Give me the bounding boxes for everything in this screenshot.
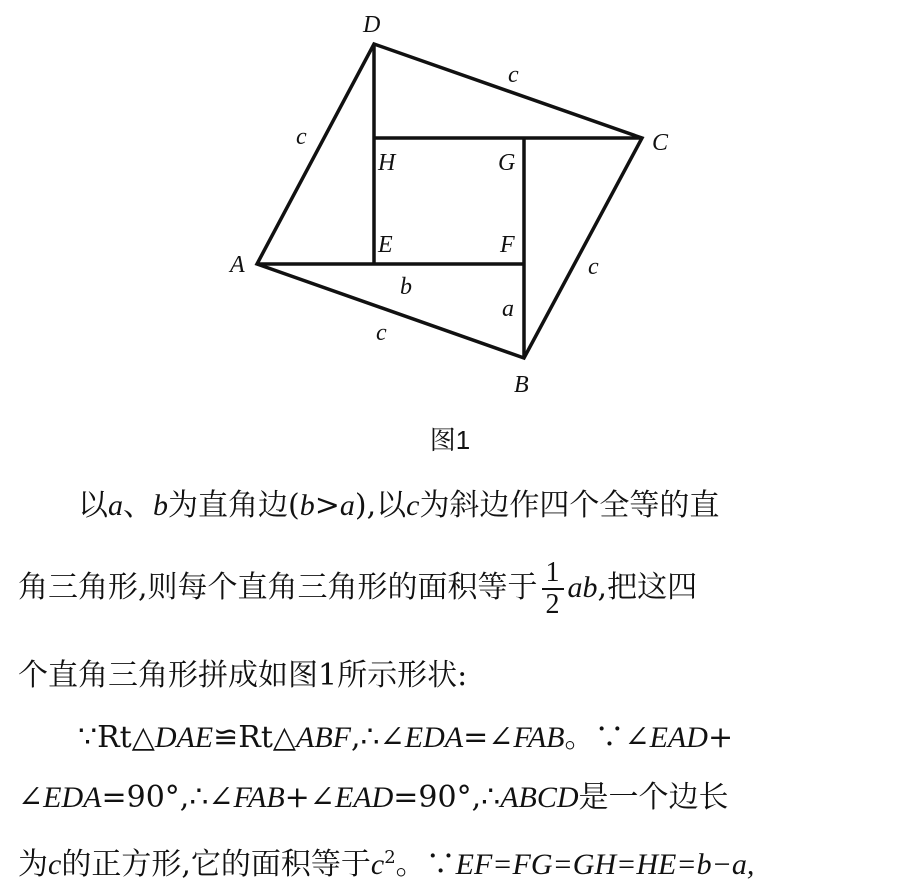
paragraph-line-3: 个直角三角形拼成如图1所示形状: — [18, 658, 468, 693]
pythagorean-diagram — [0, 0, 900, 420]
side-label-c-right: c — [588, 254, 599, 280]
paragraph-line-5: ∠EDA=90°,∴∠FAB+∠EAD=90°,∴ABCD是一个边长 — [18, 780, 729, 815]
outer-square-abcd — [257, 44, 642, 358]
side-label-b: b — [400, 274, 412, 300]
label-d: D — [363, 12, 381, 38]
fraction-one-half: $\frac{1}{2}$ — [542, 558, 564, 620]
paragraph-line-2: 角三角形,则每个直角三角形的面积等于 $\frac{1}{2}$ ab,把这四 — [18, 557, 698, 620]
label-g: G — [498, 150, 516, 176]
paragraph-line-6: 为c的正方形,它的面积等于$c^2$。∵EF=FG=GH=HE=b−a, — [18, 847, 755, 882]
paragraph-line-1: 以a、b为直角边(b>a),以c为斜边作四个全等的直 — [78, 488, 720, 523]
label-f: F — [500, 232, 515, 258]
figure-caption: 图1 — [429, 425, 471, 455]
paragraph-line-4: ∵Rt△DAE≌Rt△ABF,∴∠EDA=∠FAB。∵∠EAD+ — [78, 720, 734, 755]
side-label-a: a — [502, 296, 514, 322]
label-a: A — [230, 252, 245, 278]
side-label-c-left: c — [296, 124, 307, 150]
label-c: C — [652, 130, 669, 156]
side-label-c-bottom: c — [376, 320, 387, 346]
label-b: B — [514, 372, 529, 398]
side-label-c-top: c — [508, 62, 519, 88]
label-h: H — [378, 150, 396, 176]
label-e: E — [378, 232, 393, 258]
